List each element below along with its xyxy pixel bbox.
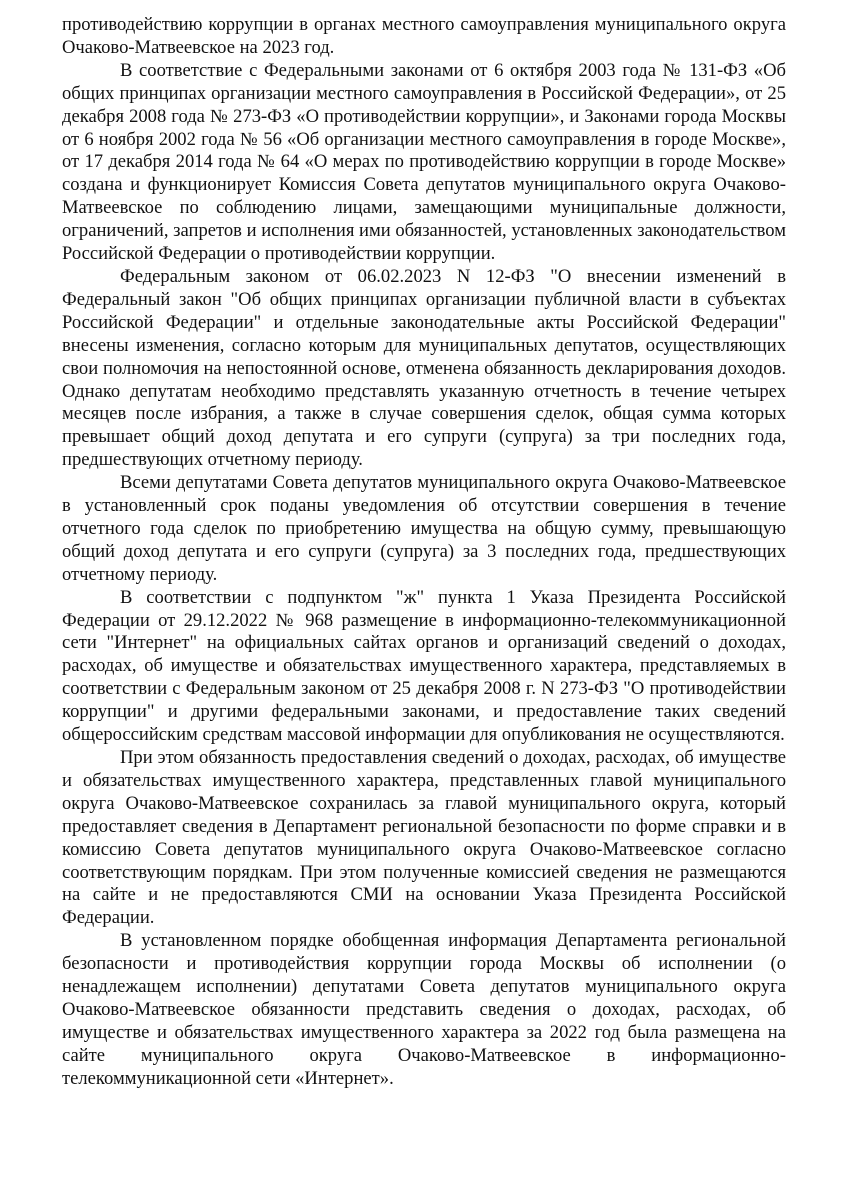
paragraph-presidential-decree: В соответствии с подпунктом "ж" пункта 1 Указа Президента Российской Федерации от 29.12.2022 № 968 размещение в информационно-телекоммуникационной сети "Интернет" на официальных сайтах органов и организаций сведений о доходах, расходах, об имуществе и обязательствах имущественного характера, представляемых в соответствии с Федеральным законом от 25 декабря 2008 г. N 273-ФЗ "О противодействии коррупции" и другими федеральными законами, и предоставление таких сведений общероссийским средствам массовой информации для опубликования не осуществляются. [62,586,786,746]
paragraph-head-obligation: При этом обязанность предоставления сведений о доходах, расходах, об имуществе и обязательствах имущественного характера, представленных главой муниципального округа Очаково-Матвеевское сохранилась за главой муниципального округа, который предоставляет сведения в Департамент региональной безопасности по форме справки и в комиссию Совета депутатов муниципального округа Очаково-Матвеевское согласно соответствующим порядкам. При этом полученные комиссией сведения не размещаются на сайте и не предоставляются СМИ на основании Указа Президента Российской Федерации. [62,747,786,929]
paragraph-deputies-notifications: Всеми депутатами Совета депутатов муниципального округа Очаково-Матвеевское в установленный срок поданы уведомления об отсутствии совершения в течение отчетного года сделок по приобретению имущества на общую сумму, превышающую общий доход депутата и его супруги (супруга) за 3 последних года, предшествующих отчетному периоду. [62,472,786,585]
paragraph-continuation: противодействию коррупции в органах местного самоуправления муниципального округа Очаково-Матвеевское на 2023 год. [62,14,786,58]
paragraph-generalized-info: В установленном порядке обобщенная информация Департамента региональной безопасности и противодействия коррупции города Москвы об исполнении (о ненадлежащем исполнении) депутатами Совета депутатов муниципального округа Очаково-Матвеевское обязанности представить сведения о доходах, расходах, об имуществе и обязательствах имущественного характера за 2022 год была размещена на сайте муниципального округа Очаково-Матвеевское в информационно-телекоммуникационной сети «Интернет». [62,930,786,1089]
paragraph-commission: В соответствие с Федеральными законами от 6 октября 2003 года № 131-ФЗ «Об общих принципах организации местного самоуправления в Российской Федерации», от 25 декабря 2008 года № 273-ФЗ «О противодействии коррупции», и Законами города Москвы от 6 ноября 2002 года № 56 «Об организации местного самоуправления в городе Москве», от 17 декабря 2014 года № 64 «О мерах по противодействию коррупции в городе Москве» создана и функционирует Комиссия Совета депутатов муниципального округа Очаково-Матвеевское по соблюдению лицами, замещающими муниципальные должности, ограничений, запретов и исполнения ими обязанностей, установленных законодательством Российской Федерации о противодействии коррупции. [62,59,786,265]
paragraph-federal-law-changes: Федеральным законом от 06.02.2023 N 12-ФЗ "О внесении изменений в Федеральный закон "Об общих принципах организации публичной власти в субъектах Российской Федерации" и отдельные законодательные акты Российской Федерации" внесены изменения, согласно которым для муниципальных депутатов, осуществляющих свои полномочия на непостоянной основе, отменена обязанность декларирования доходов. Однако депутатам необходимо представлять указанную отчетность в течение четырех месяцев после избрания, а также в случае совершения сделок, общая сумма которых превышает общий доход депутата и его супруги (супруга) за три последних года, предшествующих отчетному периоду. [62,265,786,471]
